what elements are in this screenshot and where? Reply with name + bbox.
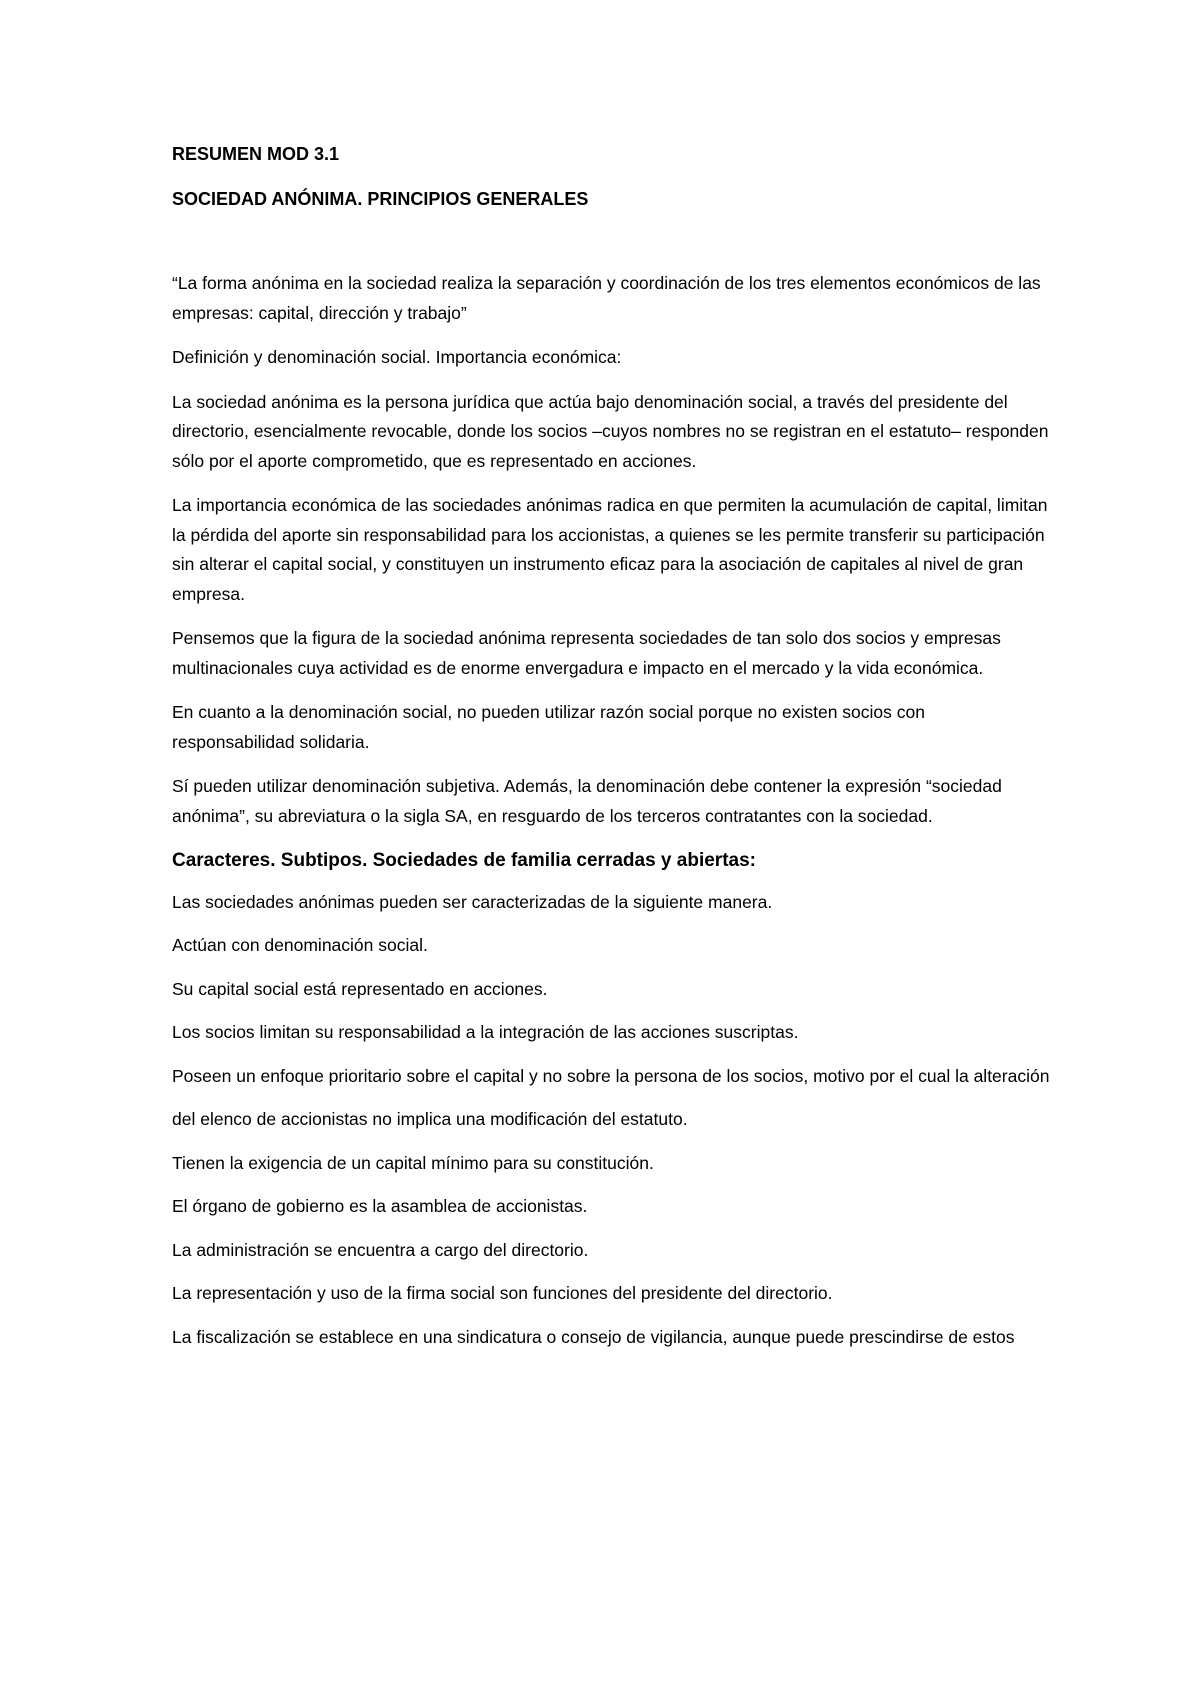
definition-heading: Definición y denominación social. Importancia económica: bbox=[172, 347, 622, 367]
section-heading-caracteres: Caracteres. Subtipos. Sociedades de familia cerradas y abiertas: bbox=[172, 850, 756, 871]
paragraph: La importancia económica de las sociedades anónimas radica en que permiten la acumulación de capital, limitan la pérdida del aporte sin responsabilidad para los accionistas, a quienes se les permite transferir su participación sin alterar el capital social, y constituyen un instrumento eficaz para la asociación de capitales al nivel de gran empresa. bbox=[172, 495, 1048, 604]
document-title: RESUMEN MOD 3.1 bbox=[172, 144, 340, 164]
characteristic-item: La representación y uso de la firma social son funciones del presidente del directorio. bbox=[172, 1283, 833, 1303]
characteristic-item: del elenco de accionistas no implica una modificación del estatuto. bbox=[172, 1109, 688, 1129]
paragraph: En cuanto a la denominación social, no pueden utilizar razón social porque no existen socios con responsabilidad solidaria. bbox=[172, 702, 925, 752]
paragraph: Pensemos que la figura de la sociedad anónima representa sociedades de tan solo dos socios y empresas multinacionales cuya actividad es de enorme envergadura e impacto en el mercado y la vida económica. bbox=[172, 628, 1001, 678]
document-page bbox=[172, 140, 1052, 1366]
characteristic-item: Poseen un enfoque prioritario sobre el capital y no sobre la persona de los socios, motivo por el cual la alteración bbox=[172, 1065, 1050, 1086]
characteristic-item: El órgano de gobierno es la asamblea de accionistas. bbox=[172, 1196, 588, 1216]
document-subtitle: SOCIEDAD ANÓNIMA. PRINCIPIOS GENERALES bbox=[172, 188, 589, 209]
characteristic-item: Tienen la exigencia de un capital mínimo para su constitución. bbox=[172, 1152, 654, 1173]
characteristic-item: La administración se encuentra a cargo del directorio. bbox=[172, 1239, 589, 1260]
paragraph: La sociedad anónima es la persona jurídica que actúa bajo denominación social, a través del presidente del directorio, esencialmente revocable, donde los socios –cuyos nombres no se registran en el estatuto– responden sólo por el aporte comprometido, que es representado en acciones. bbox=[172, 391, 1049, 471]
opening-quote: “La forma anónima en la sociedad realiza la separación y coordinación de los tres elementos económicos de las empresas: capital, dirección y trabajo” bbox=[172, 273, 1041, 323]
paragraph: Sí pueden utilizar denominación subjetiva. Además, la denominación debe contener la expresión “sociedad anónima”, su abreviatura o la sigla SA, en resguardo de los terceros contratantes con la sociedad. bbox=[172, 776, 1002, 826]
characteristic-item: Su capital social está representado en acciones. bbox=[172, 978, 548, 999]
characteristic-item: Actúan con denominación social. bbox=[172, 935, 428, 955]
characteristic-item: La fiscalización se establece en una sindicatura o consejo de vigilancia, aunque puede prescindirse de estos bbox=[172, 1326, 1015, 1347]
characteristic-item: Las sociedades anónimas pueden ser caracterizadas de la siguiente manera. bbox=[172, 891, 773, 912]
characteristic-item: Los socios limitan su responsabilidad a la integración de las acciones suscriptas. bbox=[172, 1022, 799, 1042]
